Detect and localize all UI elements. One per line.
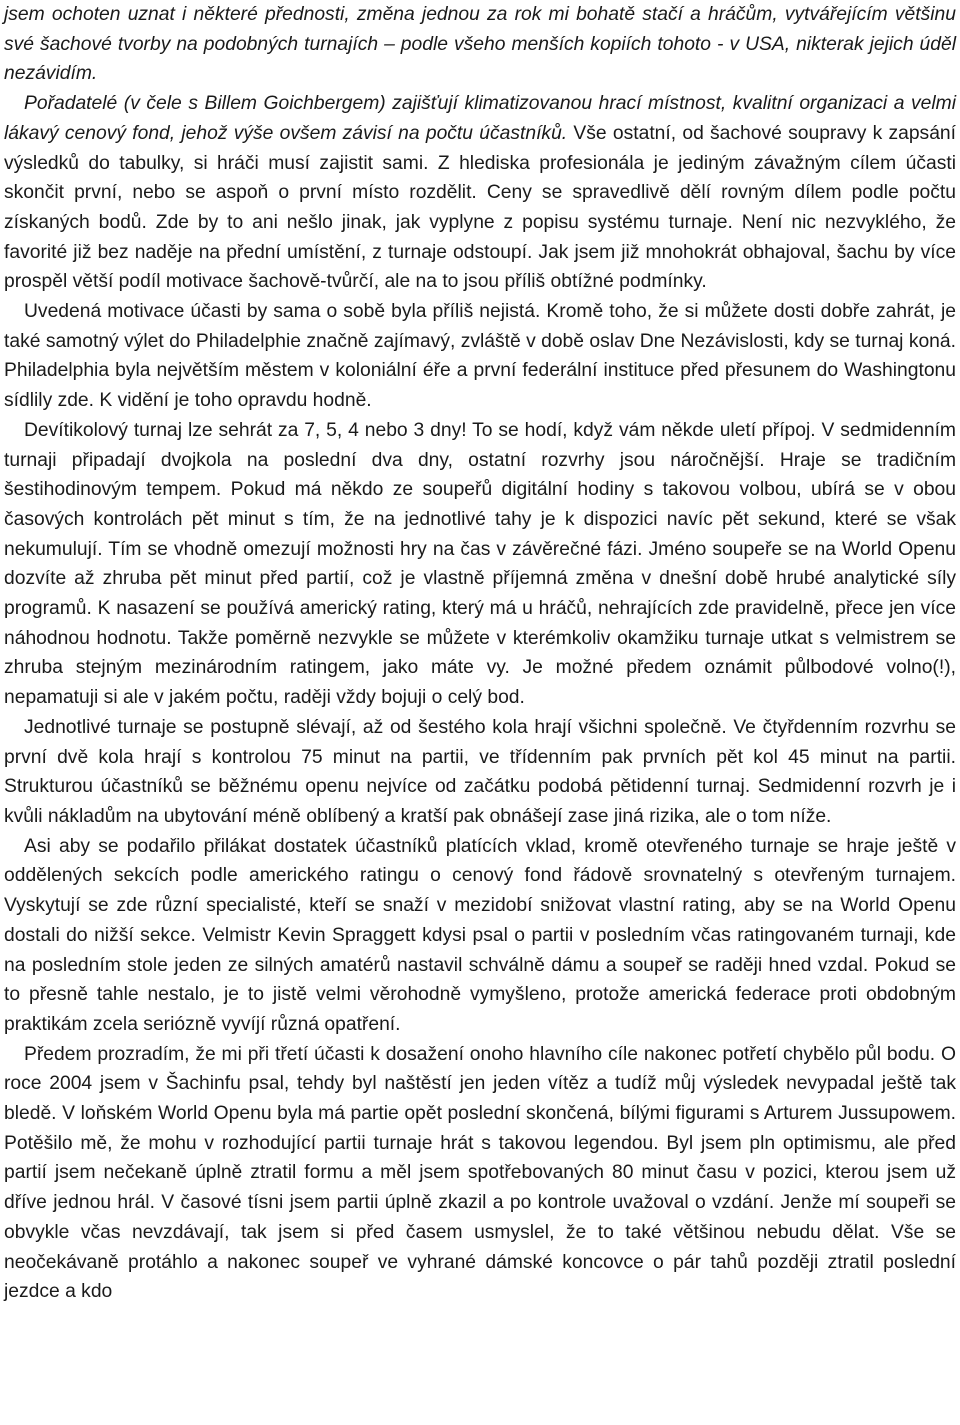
- text-segment: jsem ochoten uznat i některé přednosti, změna jednou za rok mi bohatě stačí a hráčům, vytvářejícím většinu své šachové tvorby na podobných turnajích – podle všeho menších kopiích tohoto - v USA, nikterak jejich úděl nezávidím.: [4, 4, 956, 85]
- text-segment: Pořadatelé (v čele s Billem Goichbergem) zajišťují klimatizovanou hrací místnost, kvalitní organizaci a velmi lákavý cenový fond, jehož výše ovšem závisí na počtu účastníků.: [4, 93, 956, 144]
- paragraph: [4, 0, 956, 89]
- paragraph: [4, 1040, 956, 1307]
- paragraph: [4, 89, 956, 297]
- text-segment: Vše ostatní, od šachové soupravy k zapsání výsledků do tabulky, si hráči musí zajistit sami. Z hlediska profesionála je jediným závažným cílem účasti skončit první, nebo se aspoň o první místo rozdělit. Ceny se spravedlivě dělí rovným dílem podle počtu získaných bodů. Zde by to ani nešlo jinak, jak vyplyne z popisu systému turnaje. Není nic nezvyklého, že favorité již bez naděje na přední umístění, z turnaje odstoupí. Jak jsem již mnohokrát obhajoval, šachu by více prospěl větší podíl motivace šachově-tvůrčí, ale na to jsou příliš obtížné podmínky.: [4, 122, 957, 293]
- paragraph: [4, 297, 956, 416]
- text-segment: Předem prozradím, že mi při třetí účasti k dosažení onoho hlavního cíle nakonec potřetí chybělo půl bodu. O roce 2004 jsem v Šachinfu psal, tehdy byl naštěstí jen jeden vítěz a tudíž můj výsledek nevypadal ještě tak bledě. V loňském World Openu byla má partie opět poslední skončená, bílými figurami s Arturem Jussupowem. Potěšilo mě, že mohu v rozhodující partii turnaje hrát s takovou legendou. Byl jsem pln optimismu, ale před partií jsem nečekaně úplně ztratil formu a měl jsem spotřebovaných 80 minut času v pozici, kterou jsem už dříve jednou hrál. V časové tísni jsem partii úplně zkazil a po kontrole uvažoval o vzdání. Jenže mí soupeři se obvykle včas nevzdávají, tak jsem si před časem usmyslel, že to také většinou nebudu dělat. Vše se neočekávaně protáhlo a nakonec soupeř ve vyhrané dámské koncovce o pár tahů později ztratil poslední jezdce a kdo: [4, 1043, 956, 1303]
- text-segment: Asi aby se podařilo přilákat dostatek účastníků platících vklad, kromě otevřeného turnaje se hraje ještě v oddělených sekcích podle amerického ratingu o cenový fond řádově srovnatelný s otevřeným turnajem. Vyskytují se zde různí specialisté, kteří se snaží v mezidobí snižovat vlastní rating, aby se na World Openu dostali do nižší sekce. Velmistr Kevin Spraggett kdysi psal o partii v posledním včas ratingovaném turnaji, kde na posledním stole jeden ze silných amatérů nastavil schválně dámu a soupeř se raději hned vzdal. Pokud se to přesně tahle nestalo, je to jistě velmi věrohodně vymyšleno, protože americká federace proti obdobným praktikám zcela seriózně vyvíjí různá opatření.: [4, 835, 956, 1035]
- paragraph: [4, 416, 956, 713]
- text-segment: Devítikolový turnaj lze sehrát za 7, 5, 4 nebo 3 dny! To se hodí, když vám někde uletí přípoj. V sedmidenním turnaji připadají dvojkola na poslední dva dny, ostatní rozvrhy jsou náročnější. Hraje se tradičním šestihodinovým tempem. Pokud má někdo ze soupeřů digitální hodiny s takovou volbou, ubírá se v obou časových kontrolách pět minut s tím, že na jednotlivé tahy je k dispozici navíc pět sekund, které se však nekumulují. Tím se vhodně omezují možnosti hry na čas v závěrečné fázi. Jméno soupeře se na World Openu dozvíte až zhruba pět minut před partií, což je vlastně příjemná změna v dnešní době hrubé analytické síly programů. K nasazení se používá americký rating, který má u hráčů, nehrajících zde pravidelně, přece jen více náhodnou hodnotu. Takže poměrně nezvykle se můžete v kterémkoliv okamžiku turnaje utkat s velmistrem se zhruba stejným mezinárodním ratingem, jako máte vy. Je možné předem oznámit půlbodové volno(!), nepamatuji si ale v jakém počtu, raději vždy bojuji o celý bod.: [4, 419, 956, 709]
- paragraph: [4, 713, 956, 832]
- text-segment: Uvedená motivace účasti by sama o sobě byla příliš nejistá. Kromě toho, že si můžete dosti dobře zahrát, je také samotný výlet do Philadelphie značně zajímavý, zvláště v době oslav Dne Nezávislosti, kdy se turnaj koná. Philadelphia byla největším městem v koloniální éře a první federální instituce před přesunem do Washingtonu sídlily zde. K vidění je toho opravdu hodně.: [4, 301, 956, 412]
- paragraph: [4, 832, 956, 1040]
- document-page: [4, 0, 956, 1307]
- text-segment: Jednotlivé turnaje se postupně slévají, až od šestého kola hrají všichni společně. Ve čtyřdenním rozvrhu se první dvě kola hrají s kontrolou 75 minut na partii, ve třídenním pak prvních pět kol 45 minut na partii. Strukturou účastníků se běžnému openu nejvíce od začátku podobá pětidenní turnaj. Sedmidenní rozvrh je i kvůli nákladům na ubytování méně oblíbený a kratší pak obnášejí zase jiná rizika, ale o tom níže.: [4, 716, 956, 827]
